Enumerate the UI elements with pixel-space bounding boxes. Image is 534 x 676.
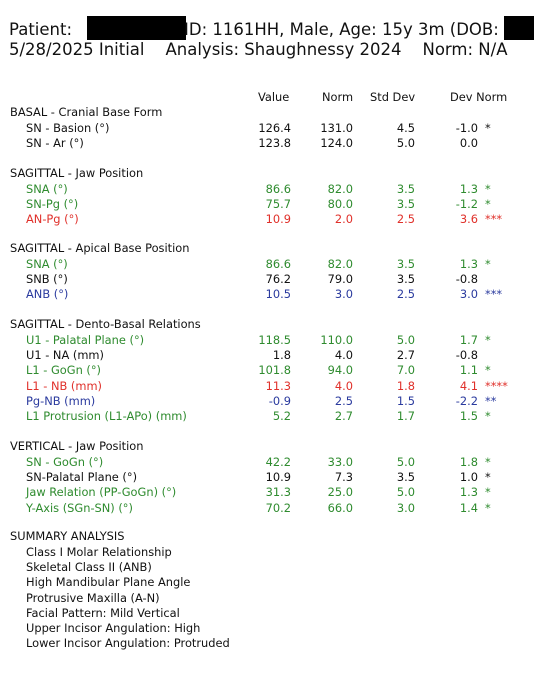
summary-item: Upper Incisor Angulation: High bbox=[26, 621, 201, 635]
col-norm-header: Norm bbox=[322, 90, 354, 104]
measurement-std-dev: 1.5 bbox=[396, 393, 415, 408]
summary-item: Protrusive Maxilla (A-N) bbox=[26, 590, 160, 605]
measurement-row bbox=[0, 121, 534, 136]
measurement-value: 31.3 bbox=[265, 485, 291, 500]
measurement-norm: 7.3 bbox=[334, 470, 353, 485]
measurement-row bbox=[0, 197, 534, 212]
measurement-dev-norm: 1.3 bbox=[459, 182, 478, 196]
measurement-std-dev: 5.0 bbox=[396, 485, 415, 500]
measurement-value: 75.7 bbox=[265, 197, 291, 212]
measurement-row bbox=[0, 455, 534, 470]
measurement-dev-norm: -1.0 bbox=[455, 121, 478, 135]
measurement-row bbox=[0, 348, 534, 363]
measurement-norm: 79.0 bbox=[327, 272, 353, 287]
significance-stars: * bbox=[485, 470, 491, 485]
summary-item: Lower Incisor Angulation: Protruded bbox=[26, 636, 230, 651]
measurement-label: SNA (°) bbox=[26, 182, 68, 196]
col-stddev-header: Std Dev bbox=[370, 90, 416, 104]
patient-id-line: ID: 1161HH, Male, Age: 15y 3m (DOB: bbox=[184, 20, 499, 39]
significance-stars: *** bbox=[485, 212, 503, 227]
measurement-label: Jaw Relation (PP-GoGn) (°) bbox=[26, 485, 177, 500]
measurement-dev-norm: 1.0 bbox=[459, 470, 478, 485]
measurement-label: Pg-NB (mm) bbox=[26, 393, 96, 408]
measurement-label: SN-Pg (°) bbox=[26, 197, 79, 212]
measurement-dev-norm: -1.2 bbox=[455, 197, 478, 212]
measurement-label: SN - Ar (°) bbox=[26, 136, 84, 151]
patient-label: Patient: bbox=[9, 20, 73, 39]
measurement-norm: 131.0 bbox=[320, 121, 353, 135]
measurement-value: 5.2 bbox=[272, 409, 291, 423]
section-title: VERTICAL - Jaw Position bbox=[10, 439, 144, 453]
measurement-dev-norm: 1.7 bbox=[459, 333, 478, 347]
measurement-norm: 2.5 bbox=[334, 393, 353, 408]
measurement-dev-norm: 3.6 bbox=[459, 212, 478, 227]
measurement-std-dev: 3.5 bbox=[396, 197, 415, 212]
measurement-value: 86.6 bbox=[265, 182, 291, 196]
measurement-dev-norm: 1.3 bbox=[459, 257, 478, 271]
measurement-label: SNA (°) bbox=[26, 257, 68, 271]
measurement-norm: 82.0 bbox=[327, 257, 353, 271]
measurement-norm: 80.0 bbox=[327, 197, 353, 212]
summary-item: High Mandibular Plane Angle bbox=[26, 575, 191, 590]
measurement-label: ANB (°) bbox=[26, 287, 69, 302]
measurement-row bbox=[0, 501, 534, 516]
measurement-norm: 3.0 bbox=[334, 287, 353, 302]
measurement-row bbox=[0, 379, 534, 394]
measurement-label: U1 - NA (mm) bbox=[26, 348, 104, 363]
measurement-std-dev: 7.0 bbox=[396, 363, 415, 378]
summary-item: Skeletal Class II (ANB) bbox=[26, 560, 152, 575]
measurement-dev-norm: -2.2 bbox=[455, 393, 478, 408]
measurement-dev-norm: 1.1 bbox=[459, 363, 478, 378]
measurement-norm: 66.0 bbox=[327, 500, 353, 515]
measurement-norm: 94.0 bbox=[327, 363, 353, 378]
col-devnorm-header: Dev Norm bbox=[450, 90, 508, 104]
measurement-dev-norm: 1.5 bbox=[459, 409, 478, 423]
redacted-dob bbox=[504, 16, 534, 40]
measurement-std-dev: 3.5 bbox=[396, 272, 415, 287]
measurement-norm: 2.0 bbox=[334, 212, 353, 227]
significance-stars: ** bbox=[485, 393, 497, 408]
significance-stars: * bbox=[485, 257, 491, 271]
measurement-norm: 110.0 bbox=[320, 333, 353, 347]
measurement-dev-norm: 3.0 bbox=[459, 287, 478, 302]
analysis-line: 5/28/2025 Initial Analysis: Shaughnessy 2024 Norm: N/A bbox=[9, 40, 508, 59]
measurement-label: SN-Palatal Plane (°) bbox=[26, 470, 138, 485]
measurement-value: 10.5 bbox=[265, 287, 291, 302]
measurement-std-dev: 2.5 bbox=[396, 212, 415, 227]
significance-stars: **** bbox=[485, 378, 508, 393]
measurement-dev-norm: -0.8 bbox=[455, 348, 478, 363]
measurement-dev-norm: -0.8 bbox=[455, 272, 478, 287]
section-title: SAGITTAL - Jaw Position bbox=[10, 166, 144, 180]
measurement-std-dev: 5.0 bbox=[396, 333, 415, 347]
measurement-std-dev: 4.5 bbox=[396, 121, 415, 135]
measurement-std-dev: 3.5 bbox=[396, 257, 415, 271]
measurement-std-dev: 3.5 bbox=[396, 182, 415, 196]
measurement-std-dev: 5.0 bbox=[396, 455, 415, 469]
summary-item: Class I Molar Relationship bbox=[26, 545, 172, 559]
measurement-dev-norm: 1.8 bbox=[459, 455, 478, 469]
measurement-value: 10.9 bbox=[265, 212, 291, 227]
measurement-value: 70.2 bbox=[265, 500, 291, 515]
measurement-label: SNB (°) bbox=[26, 272, 68, 287]
measurement-value: 11.3 bbox=[265, 378, 291, 393]
measurement-row bbox=[0, 485, 534, 500]
significance-stars: * bbox=[485, 121, 491, 135]
measurement-value: -0.9 bbox=[268, 393, 291, 408]
measurement-row bbox=[0, 212, 534, 227]
significance-stars: * bbox=[485, 333, 491, 347]
measurement-row bbox=[0, 272, 534, 287]
measurement-label: Y-Axis (SGn-SN) (°) bbox=[26, 500, 133, 515]
measurement-dev-norm: 0.0 bbox=[459, 136, 478, 151]
measurement-label: AN-Pg (°) bbox=[26, 212, 79, 227]
measurement-row bbox=[0, 470, 534, 485]
measurement-norm: 25.0 bbox=[327, 485, 353, 500]
measurement-value: 101.8 bbox=[258, 363, 291, 378]
measurement-label: U1 - Palatal Plane (°) bbox=[26, 333, 145, 347]
measurement-value: 42.2 bbox=[265, 455, 291, 469]
measurement-label: L1 - GoGn (°) bbox=[26, 363, 101, 378]
measurement-norm: 2.7 bbox=[334, 409, 353, 423]
measurement-dev-norm: 4.1 bbox=[459, 378, 478, 393]
measurement-norm: 124.0 bbox=[320, 136, 353, 151]
redacted-patient-name bbox=[87, 16, 186, 40]
measurement-label: SN - GoGn (°) bbox=[26, 455, 104, 469]
measurement-row bbox=[0, 257, 534, 272]
measurement-std-dev: 2.7 bbox=[396, 348, 415, 363]
measurement-value: 126.4 bbox=[258, 121, 291, 135]
measurement-value: 10.9 bbox=[265, 470, 291, 485]
significance-stars: * bbox=[485, 197, 491, 212]
measurement-value: 76.2 bbox=[265, 272, 291, 287]
measurement-label: L1 Protrusion (L1-APo) (mm) bbox=[26, 409, 187, 423]
measurement-row bbox=[0, 287, 534, 302]
section-title: SAGITTAL - Apical Base Position bbox=[10, 241, 190, 255]
measurement-std-dev: 5.0 bbox=[396, 136, 415, 151]
measurement-value: 118.5 bbox=[258, 333, 291, 347]
measurement-std-dev: 3.0 bbox=[396, 500, 415, 515]
measurement-label: SN - Basion (°) bbox=[26, 121, 110, 135]
measurement-value: 1.8 bbox=[272, 348, 291, 363]
significance-stars: * bbox=[485, 485, 491, 500]
significance-stars: * bbox=[485, 363, 491, 378]
significance-stars: * bbox=[485, 182, 491, 196]
summary-title: SUMMARY ANALYSIS bbox=[10, 529, 125, 543]
significance-stars: *** bbox=[485, 287, 503, 302]
measurement-norm: 4.0 bbox=[334, 378, 353, 393]
measurement-value: 123.8 bbox=[258, 136, 291, 151]
significance-stars: * bbox=[485, 455, 491, 469]
col-value-header: Value bbox=[258, 90, 290, 104]
significance-stars: * bbox=[485, 500, 491, 515]
measurement-label: L1 - NB (mm) bbox=[26, 378, 102, 393]
measurement-std-dev: 3.5 bbox=[396, 470, 415, 485]
measurement-norm: 82.0 bbox=[327, 182, 353, 196]
measurement-value: 86.6 bbox=[265, 257, 291, 271]
measurement-std-dev: 1.8 bbox=[396, 378, 415, 393]
measurement-norm: 33.0 bbox=[327, 455, 353, 469]
measurement-std-dev: 1.7 bbox=[396, 409, 415, 423]
measurement-row bbox=[0, 136, 534, 151]
summary-item: Facial Pattern: Mild Vertical bbox=[26, 605, 180, 620]
section-title: SAGITTAL - Dento-Basal Relations bbox=[10, 317, 201, 331]
measurement-std-dev: 2.5 bbox=[396, 287, 415, 302]
measurement-dev-norm: 1.3 bbox=[459, 485, 478, 500]
measurement-row bbox=[0, 182, 534, 197]
measurement-dev-norm: 1.4 bbox=[459, 500, 478, 515]
measurement-row bbox=[0, 409, 534, 424]
section-title: BASAL - Cranial Base Form bbox=[10, 105, 163, 119]
measurement-row bbox=[0, 333, 534, 348]
significance-stars: * bbox=[485, 409, 491, 423]
measurement-norm: 4.0 bbox=[334, 348, 353, 363]
measurement-row bbox=[0, 363, 534, 378]
measurement-row bbox=[0, 394, 534, 409]
